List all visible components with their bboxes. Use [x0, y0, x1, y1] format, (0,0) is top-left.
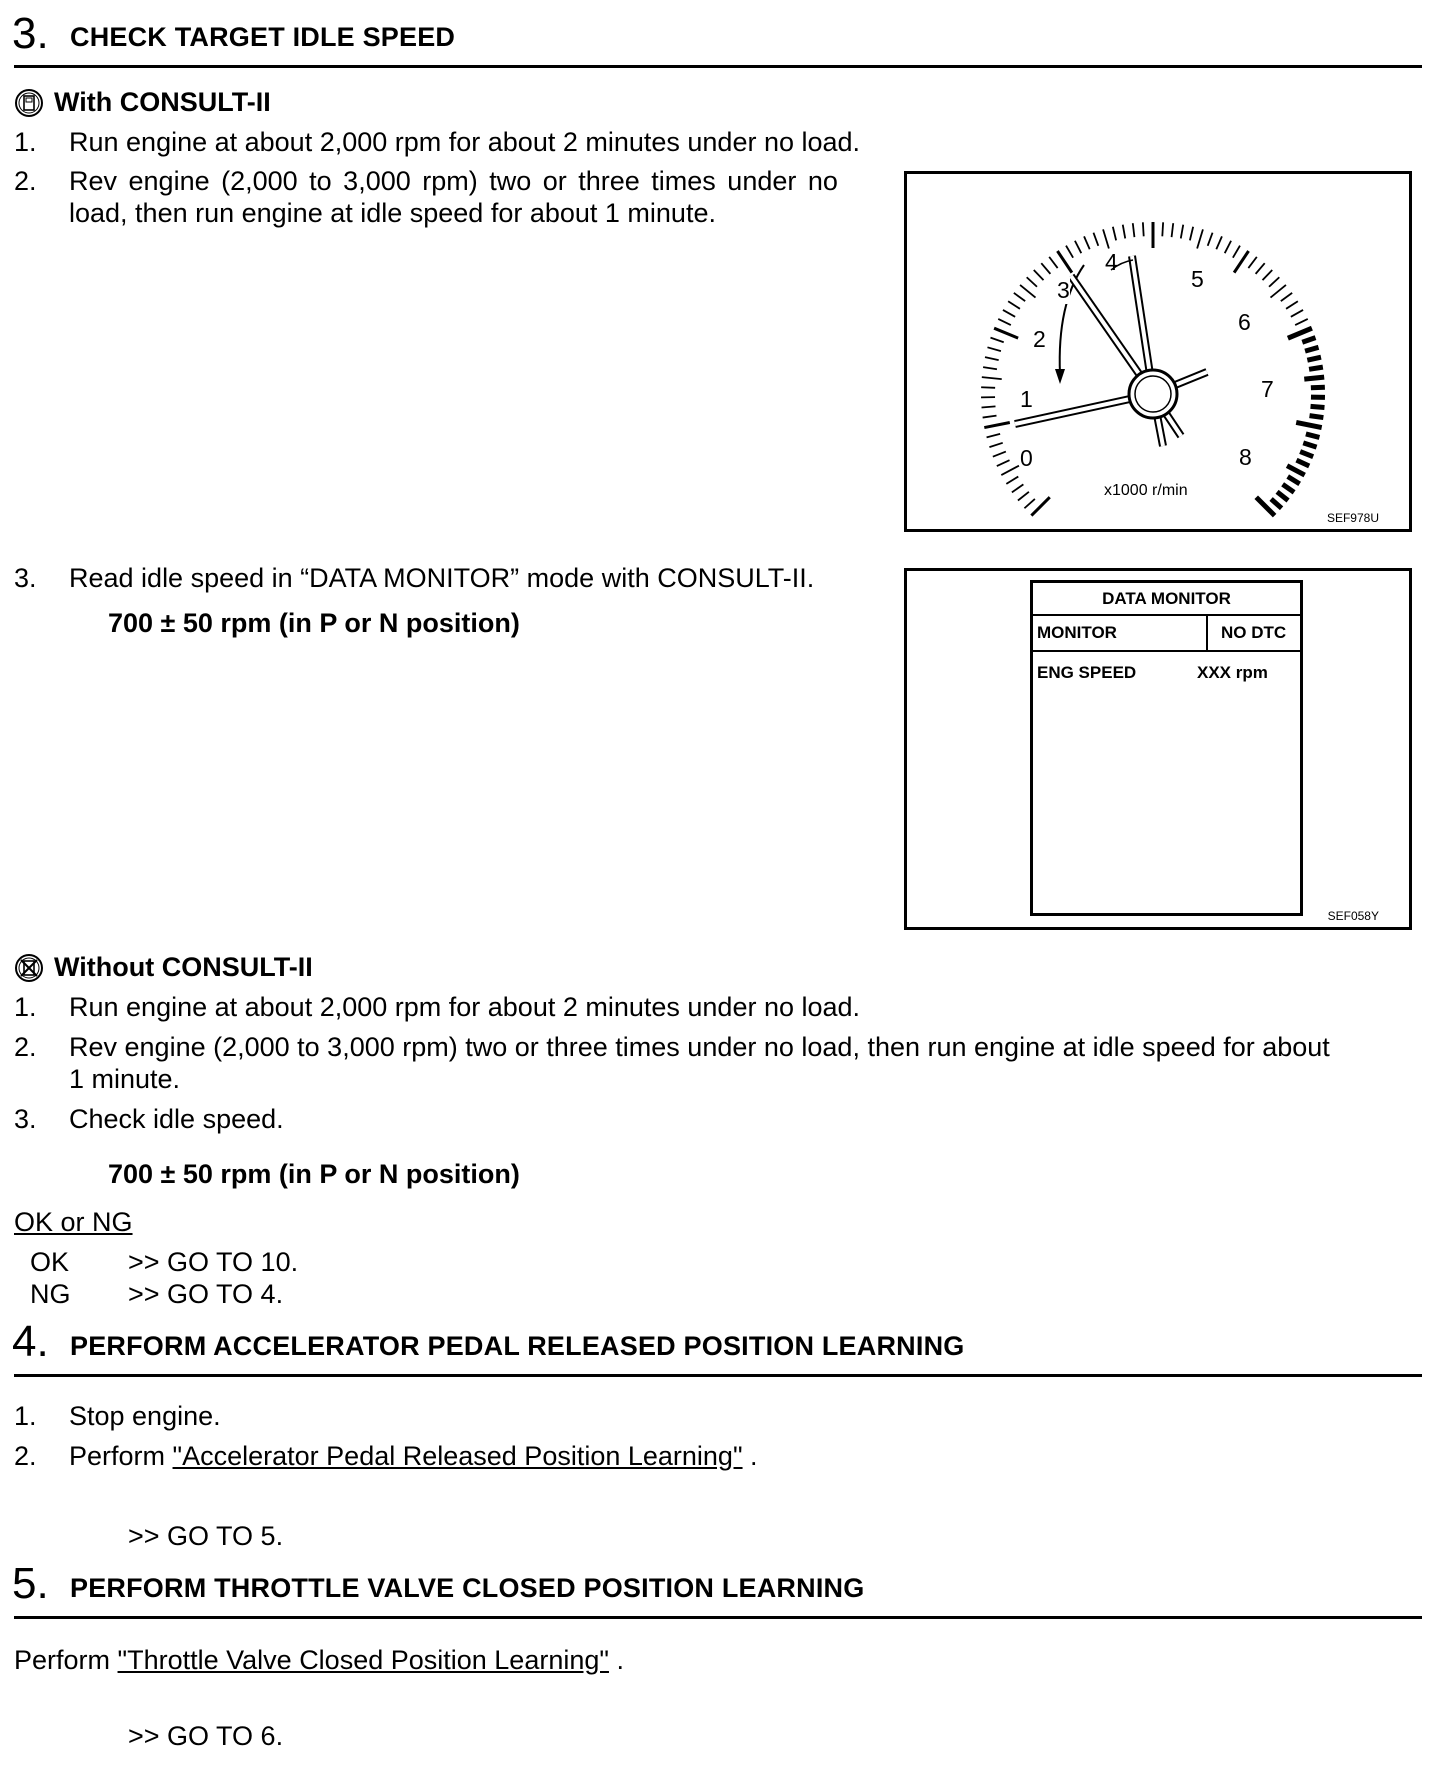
- tach-label-8: 8: [1239, 444, 1252, 470]
- list-item-text: [69, 1440, 758, 1472]
- tach-tick: [1271, 499, 1281, 508]
- list-item-text: Read idle speed in “DATA MONITOR” mode with CONSULT-II.: [69, 563, 815, 593]
- tach-tick: [1024, 499, 1034, 508]
- tach-tick: [1302, 338, 1315, 343]
- result-ok-action: >> GO TO 10.: [128, 1247, 299, 1277]
- tach-tick: [993, 452, 1006, 457]
- tach-tick: [1248, 257, 1256, 268]
- list-item-text: Run engine at about 2,000 rpm for about 2 minutes under no load.: [69, 992, 861, 1022]
- perform-label: Perform: [14, 1645, 118, 1675]
- idle-speed-spec: 700 ± 50 rpm (in P or N position): [108, 1159, 520, 1189]
- tach-tick: [1311, 406, 1325, 407]
- tach-tick: [1181, 225, 1183, 239]
- tach-unit-label: x1000 r/min: [1104, 482, 1188, 499]
- list-item-number: 2.: [14, 1032, 37, 1062]
- list-item-number: 2.: [14, 166, 37, 196]
- tach-label-3: 3: [1057, 277, 1070, 303]
- list-item-number: 1.: [14, 1401, 37, 1431]
- tach-tick: [1300, 452, 1313, 457]
- tach-tick: [1303, 443, 1316, 447]
- consult-tester-icon: [14, 88, 44, 118]
- tach-tick: [1310, 416, 1324, 418]
- tach-tick: [1075, 241, 1081, 253]
- throttle-valve-learning-link[interactable]: "Throttle Valve Closed Position Learning": [117, 1645, 609, 1675]
- period: .: [608, 1645, 624, 1675]
- data-monitor-figure: [904, 568, 1412, 930]
- tach-tick: [997, 460, 1010, 466]
- tach-tick: [1162, 222, 1163, 236]
- tach-tick: [1277, 492, 1288, 501]
- section-divider: [14, 1616, 1422, 1619]
- figure-code: SEF978U: [1326, 511, 1379, 525]
- tach-tick: [1008, 301, 1020, 309]
- tach-tick: [1311, 387, 1325, 388]
- accelerator-pedal-learning-link[interactable]: "Accelerator Pedal Released Position Learning": [172, 1441, 743, 1471]
- tach-label-1: 1: [1020, 386, 1033, 412]
- tach-tick: [1197, 229, 1203, 248]
- tach-tick: [1270, 285, 1285, 298]
- result-ok-label: OK: [30, 1247, 70, 1277]
- goto-action: >> GO TO 5.: [128, 1521, 284, 1551]
- tach-tick: [1296, 460, 1309, 466]
- tach-tick: [1057, 251, 1071, 273]
- tachometer-figure: [904, 171, 1412, 532]
- step-3-title: CHECK TARGET IDLE SPEED: [70, 22, 456, 52]
- tach-tick: [989, 443, 1002, 447]
- tach-tick: [1208, 233, 1213, 246]
- tach-tick: [1190, 227, 1193, 241]
- tach-tick: [1066, 246, 1073, 258]
- list-item-text: Check idle speed.: [69, 1104, 284, 1134]
- tach-tick: [1225, 241, 1231, 253]
- tach-tick: [1306, 434, 1320, 438]
- tach-tick: [1049, 257, 1057, 268]
- list-item-number: 3.: [14, 1104, 37, 1134]
- step-5-number: 5.: [12, 1559, 49, 1608]
- list-item-number: 3.: [14, 563, 37, 593]
- tach-tick: [1269, 277, 1279, 287]
- list-item-text: Run engine at about 2,000 rpm for about 2 minutes under no load.: [69, 127, 861, 157]
- tach-tick: [1296, 422, 1322, 427]
- tach-tick: [1103, 229, 1109, 248]
- tach-tick: [1283, 484, 1294, 492]
- tach-label-6: 6: [1238, 309, 1251, 335]
- tach-tick: [1287, 466, 1305, 475]
- tach-tick: [1020, 285, 1035, 298]
- tach-tick: [1286, 301, 1298, 309]
- tachometer-gauge-illustration: [907, 174, 1409, 529]
- tach-tick: [982, 406, 996, 407]
- tach-tick: [1234, 251, 1248, 273]
- tach-tick: [983, 416, 997, 418]
- tach-tick: [1001, 466, 1019, 475]
- tach-tick: [998, 319, 1011, 325]
- list-item-number: 2.: [14, 1441, 37, 1471]
- list-item-number: 1.: [14, 127, 37, 157]
- without-consult-heading: Without CONSULT-II: [54, 952, 313, 982]
- monitor-item-label: ENG SPEED: [1037, 663, 1137, 682]
- perform-label: Perform: [69, 1441, 173, 1471]
- tach-tick: [1307, 357, 1321, 360]
- tach-tick: [1304, 377, 1324, 379]
- tach-tick: [981, 387, 995, 388]
- tach-label-2: 2: [1033, 326, 1046, 352]
- list-item-number: 1.: [14, 992, 37, 1022]
- period: .: [742, 1441, 758, 1471]
- idle-speed-spec: 700 ± 50 rpm (in P or N position): [108, 608, 520, 638]
- step-4-title: PERFORM ACCELERATOR PEDAL RELEASED POSITION LEARNING: [70, 1331, 965, 1361]
- result-ng-label: NG: [30, 1279, 71, 1309]
- step-3-number: 3.: [12, 9, 49, 58]
- tach-tick: [1123, 225, 1125, 239]
- tach-tick: [1006, 477, 1018, 484]
- result-heading: OK or NG: [14, 1207, 133, 1237]
- tach-tick: [1133, 223, 1135, 237]
- tach-tick: [1288, 328, 1312, 338]
- tach-tick: [1172, 223, 1174, 237]
- tach-tick: [987, 347, 1000, 351]
- tach-tick: [1012, 484, 1023, 492]
- with-consult-heading: With CONSULT-II: [54, 87, 271, 117]
- tach-tick: [1003, 310, 1015, 317]
- tach-label-0: 0: [1020, 445, 1033, 471]
- tach-tick: [1295, 319, 1308, 325]
- tach-tick: [1084, 236, 1090, 249]
- monitor-column-header: MONITOR: [1037, 623, 1117, 642]
- tach-tick: [984, 422, 1010, 427]
- tach-label-7: 7: [1261, 376, 1274, 402]
- tach-tick: [1018, 492, 1029, 501]
- monitor-item-value: XXX rpm: [1197, 663, 1268, 682]
- tach-tick: [1281, 293, 1292, 301]
- tach-label-4: 4: [1105, 249, 1118, 275]
- tach-tick: [983, 367, 997, 369]
- monitor-dtc-status: NO DTC: [1221, 623, 1287, 642]
- tach-tick: [1027, 277, 1037, 287]
- tach-tick: [1309, 367, 1323, 369]
- tach-tick: [994, 328, 1018, 338]
- tach-tick: [1216, 236, 1222, 249]
- list-item-text: load, then run engine at idle speed for about 1 minute.: [69, 198, 716, 228]
- section-divider: [14, 65, 1422, 68]
- monitor-screen-title: DATA MONITOR: [1102, 589, 1231, 608]
- step-5-title: PERFORM THROTTLE VALVE CLOSED POSITION LEARNING: [70, 1573, 865, 1603]
- tach-tick: [1041, 263, 1050, 274]
- tach-tick: [1288, 477, 1300, 484]
- tach-tick: [1143, 222, 1144, 236]
- tach-label-5: 5: [1191, 266, 1204, 292]
- tach-tick: [1014, 293, 1025, 301]
- data-monitor-screen: [1030, 580, 1303, 916]
- list-item-text: Rev engine (2,000 to 3,000 rpm) two or three times under no load, then run engine at idle speed for about: [69, 1032, 1330, 1062]
- tach-tick: [1305, 347, 1318, 351]
- tach-tick: [982, 377, 1002, 379]
- tach-tick: [1093, 233, 1098, 246]
- list-item-text: Stop engine.: [69, 1401, 221, 1431]
- tach-tick: [990, 338, 1003, 343]
- tach-tick: [985, 357, 999, 360]
- no-tester-icon: [14, 953, 44, 983]
- list-item-text: 1 minute.: [69, 1064, 181, 1094]
- result-ng-action: >> GO TO 4.: [128, 1279, 284, 1309]
- figure-code: SEF058Y: [1327, 909, 1379, 923]
- tach-tick: [1034, 270, 1044, 280]
- tach-tick: [1263, 270, 1273, 280]
- section-divider: [14, 1374, 1422, 1377]
- tach-tick: [1291, 310, 1303, 317]
- list-item-text: Rev engine (2,000 to 3,000 rpm) two or three times under no: [69, 166, 838, 196]
- tach-tick: [1113, 227, 1116, 241]
- tach-tick: [987, 434, 1001, 438]
- tach-tick: [1233, 246, 1240, 258]
- goto-action: >> GO TO 6.: [128, 1721, 284, 1751]
- step-4-number: 4.: [12, 1317, 49, 1366]
- perform-instruction: [14, 1644, 624, 1676]
- tach-tick: [1256, 263, 1265, 274]
